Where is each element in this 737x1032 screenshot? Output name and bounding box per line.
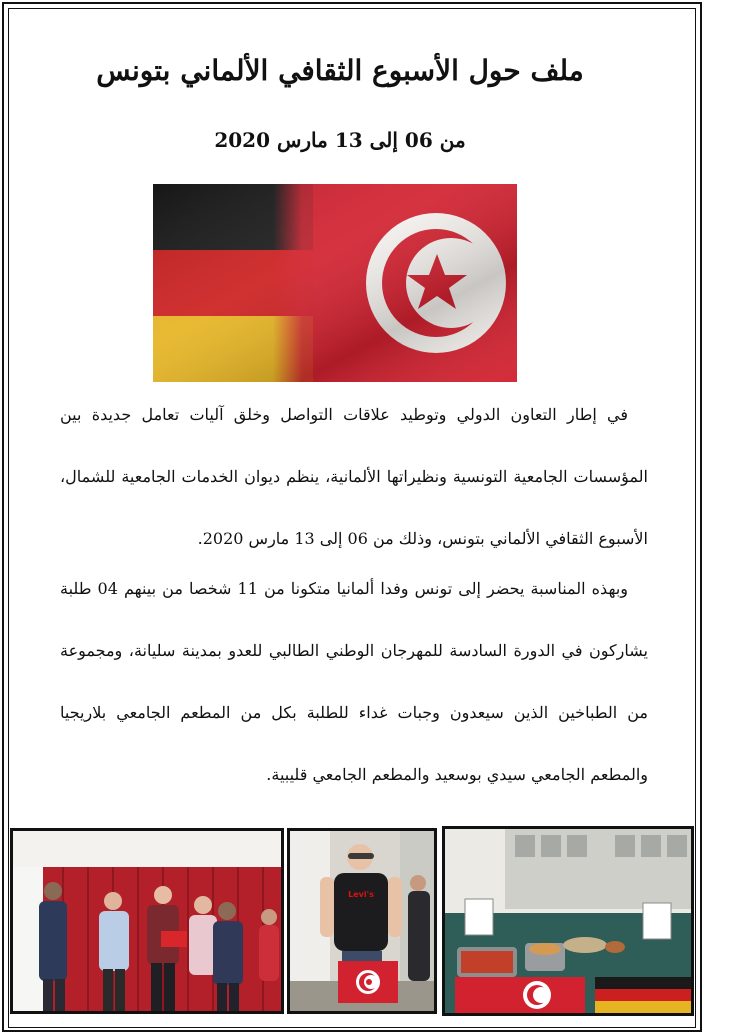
germany-tunisia-flags-image <box>153 184 517 382</box>
shirt-logo-text: Levi's <box>348 890 374 899</box>
paragraph-intro: في إطار التعاون الدولي وتوطيد علاقات التواصل وخلق آليات تعامل جديدة بين المؤسسات الجامعية التونسية ونظيراتها الألمانية، ينظم ديوان الخدمات الجامعية للشمال، الأسبوع الثقافي الألماني بتونس، وذلك من 06 إلى 13 مارس 2020. <box>60 405 649 548</box>
document-date-range: من 06 إلى 13 مارس 2020 <box>214 128 466 152</box>
flags-illustration <box>153 184 517 382</box>
student-with-flag-photo <box>287 828 437 1014</box>
award-ceremony-photo <box>10 828 284 1014</box>
document-title: ملف حول الأسبوع الثقافي الألماني بتونس <box>96 54 584 87</box>
paragraph-delegation: وبهذه المناسبة يحضر إلى تونس وفدا ألمانيا متكونا من 11 شخصا من بينهم 04 طلبة يشاركون في الدورة السادسة للمهرجان الوطني الطالبي للعدو بمدينة سليانة، ومجموعة من الطباخين الذين سيعدون وجبات غداء للطلبة بكل من المطعم الجامعي بلاريجيا والمطعم الجامعي سيدي بوسعيد والمطعم الجامعي قليبية. <box>60 579 648 784</box>
food-table-photo <box>442 826 694 1016</box>
